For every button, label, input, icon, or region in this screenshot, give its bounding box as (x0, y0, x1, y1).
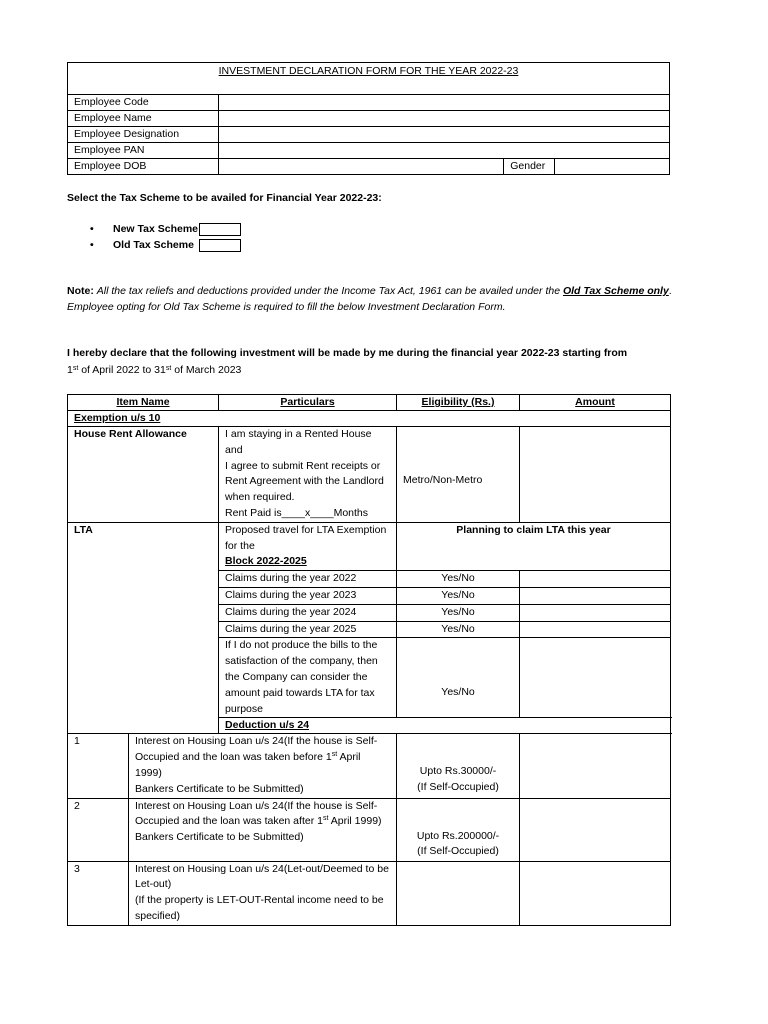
employee-dob-field[interactable] (218, 159, 503, 175)
hra-line: Rent Paid is____x____Months (225, 506, 369, 519)
lta-bills-line: purpose (225, 702, 263, 715)
form-title (68, 63, 670, 95)
old-scheme-option (90, 238, 194, 253)
deduction-2-particulars (129, 798, 397, 861)
employee-code-label: Employee Code (68, 95, 219, 111)
deduction-line: Interest on Housing Loan u/s 24(If the house is Self- (135, 735, 378, 748)
employee-pan-label: Employee PAN (68, 143, 219, 159)
declaration-end: of March 2023 (171, 364, 242, 376)
investment-table (67, 394, 671, 926)
lta-claim-2024-amount[interactable] (520, 604, 671, 621)
note-period: . (668, 285, 672, 297)
lta-bills-text (219, 638, 397, 718)
lta-claim-2022-label: Claims during the year 2022 (219, 571, 397, 588)
lta-bills-line: If I do not produce the bills to the (225, 639, 378, 652)
new-scheme-label: New Tax Scheme (113, 223, 199, 235)
deduction-line: Occupied and the loan was taken after 1st April 1999) (135, 815, 382, 828)
deduction-1-number: 1 (68, 734, 129, 798)
lta-block: Block 2022-2025 (225, 555, 307, 568)
deduction-3-amount[interactable] (520, 861, 671, 925)
deduction-2-eligibility (397, 798, 520, 861)
hra-amount[interactable] (520, 427, 671, 523)
deduction-line: Occupied and the loan was taken before 1st April 1999) (135, 751, 361, 779)
deduction-line: (If the property is LET-OUT-Rental income need to be (135, 894, 384, 907)
lta-line: Proposed travel for LTA Exemption (225, 523, 387, 536)
hra-particulars (219, 427, 397, 523)
old-scheme-label: Old Tax Scheme (113, 239, 194, 251)
note-line-2: Employee opting for Old Tax Scheme is required to fill the below Investment Declaration Form. (67, 301, 506, 313)
declaration-line-1: I hereby declare that the following investment will be made by me during the financial year 2022-23 starting from (67, 347, 628, 359)
lta-claim-2023-label: Claims during the year 2023 (219, 587, 397, 604)
declaration-sup-1: st (72, 365, 79, 372)
lta-planning: Planning to claim LTA this year (397, 522, 671, 570)
deduction-line: Let-out) (135, 878, 172, 891)
header-amount: Amount (520, 395, 671, 411)
hra-line: I agree to submit Rent receipts or (225, 459, 381, 472)
exemption-section-title: Exemption u/s 10 (68, 411, 671, 427)
eligibility-line: (If Self-Occupied) (417, 781, 499, 794)
eligibility-line: Upto Rs.200000/- (416, 829, 500, 842)
deduction-section-title: Deduction u/s 24 (219, 718, 671, 734)
hra-item-name: House Rent Allowance (68, 427, 219, 523)
lta-particulars (219, 522, 397, 570)
bullet-icon: • (90, 223, 94, 235)
hra-line: when required. (225, 491, 295, 504)
lta-bills-line: satisfaction of the company, then (225, 655, 378, 668)
hra-line: Rent Agreement with the Landlord (225, 475, 384, 488)
note-emphasis: Old Tax Scheme only (562, 285, 669, 297)
employee-dob-label: Employee DOB (68, 159, 219, 175)
note-label: Note: (67, 285, 94, 297)
deduction-2-number: 2 (68, 798, 129, 861)
deduction-1-eligibility (397, 734, 520, 798)
deduction-line: specified) (135, 909, 180, 922)
deduction-line: Interest on Housing Loan u/s 24(Let-out/Deemed to be (135, 862, 389, 875)
gender-label: Gender (504, 159, 555, 175)
note-line-1 (67, 285, 677, 297)
lta-claim-2025-amount[interactable] (520, 621, 671, 638)
bullet-icon: • (90, 239, 94, 251)
gender-field[interactable] (555, 159, 670, 175)
header-eligibility: Eligibility (Rs.) (397, 395, 520, 411)
header-item-name: Item Name (68, 395, 219, 411)
lta-claim-2024-value: Yes/No (397, 604, 520, 621)
hra-eligibility: Metro/Non-Metro (397, 427, 520, 523)
lta-claim-2022-value: Yes/No (397, 571, 520, 588)
declaration-sup-2: st (165, 365, 172, 372)
declaration-mid: of April 2022 to 31 (78, 364, 166, 376)
lta-bills-line: amount paid towards LTA for tax (225, 686, 375, 699)
deduction-1-particulars (129, 734, 397, 798)
lta-claim-2024-label: Claims during the year 2024 (219, 604, 397, 621)
deduction-3-particulars (129, 861, 397, 925)
lta-claim-2025-label: Claims during the year 2025 (219, 621, 397, 638)
lta-claim-2023-value: Yes/No (397, 587, 520, 604)
employee-name-label: Employee Name (68, 111, 219, 127)
employee-details-table (67, 62, 670, 175)
lta-bills-amount[interactable] (520, 638, 671, 718)
employee-designation-label: Employee Designation (68, 127, 219, 143)
old-scheme-checkbox[interactable] (199, 239, 241, 252)
deduction-2-amount[interactable] (520, 798, 671, 861)
deduction-3-number: 3 (68, 861, 129, 925)
note-text: All the tax reliefs and deductions provided under the Income Tax Act, 1961 can be availed under the (96, 285, 561, 297)
employee-name-field[interactable] (218, 111, 669, 127)
lta-bills-line: the Company can consider the (225, 670, 368, 683)
declaration-day-1: 1 (67, 364, 73, 376)
hra-line: I am staying in a Rented House and (225, 428, 372, 456)
form-title-text: INVESTMENT DECLARATION FORM FOR THE YEAR 2022-23 (218, 65, 519, 77)
header-particulars: Particulars (219, 395, 397, 411)
lta-claim-2022-amount[interactable] (520, 571, 671, 588)
declaration-line-2 (67, 364, 241, 376)
lta-claim-2023-amount[interactable] (520, 587, 671, 604)
lta-line: for the (225, 539, 255, 552)
employee-pan-field[interactable] (218, 143, 669, 159)
eligibility-line: (If Self-Occupied) (417, 845, 499, 858)
employee-designation-field[interactable] (218, 127, 669, 143)
new-scheme-checkbox[interactable] (199, 223, 241, 236)
deduction-line: Bankers Certificate to be Submitted) (135, 831, 304, 844)
deduction-1-amount[interactable] (520, 734, 671, 798)
deduction-line: Interest on Housing Loan u/s 24(If the house is Self- (135, 799, 378, 812)
scheme-prompt: Select the Tax Scheme to be availed for Financial Year 2022-23: (67, 192, 382, 204)
deduction-3-eligibility (397, 861, 520, 925)
lta-claim-2025-value: Yes/No (397, 621, 520, 638)
deduction-line: Bankers Certificate to be Submitted) (135, 782, 304, 795)
new-scheme-option (90, 222, 198, 237)
lta-bills-value: Yes/No (397, 638, 520, 718)
lta-item-name: LTA (68, 522, 219, 734)
employee-code-field[interactable] (218, 95, 669, 111)
eligibility-line: Upto Rs.30000/- (419, 765, 497, 778)
